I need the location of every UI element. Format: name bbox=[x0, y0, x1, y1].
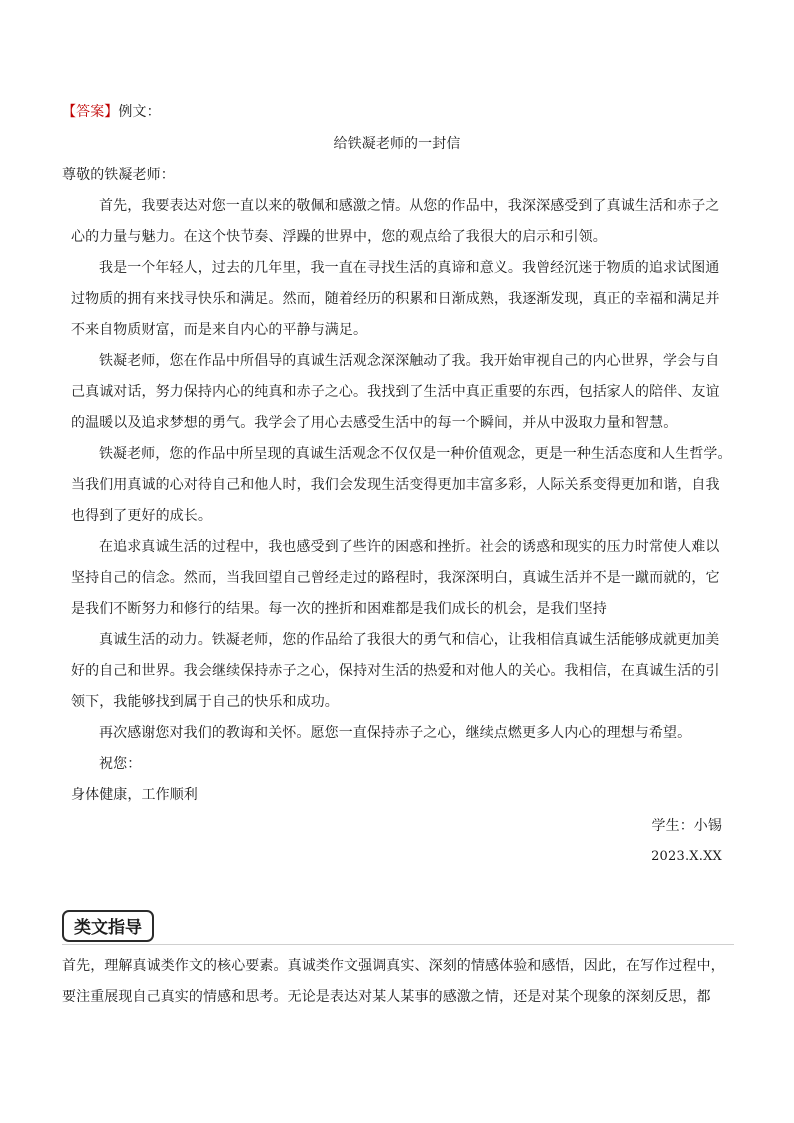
letter-body-line: 好的自己和世界。我会继续保持赤子之心，保持对生活的热爱和对他人的关心。我相信，在真诚生活的引 bbox=[71, 663, 720, 679]
letter-body-line: 也得到了更好的成长。 bbox=[71, 508, 212, 524]
letter-body-line: 再次感谢您对我们的教诲和关怀。愿您一直保持赤子之心，继续点燃更多人内心的理想与希望。 bbox=[99, 725, 692, 741]
letter-body-line: 过物质的拥有来找寻快乐和满足。然而，随着经历的积累和日渐成熟，我逐渐发现，真正的幸福和满足并 bbox=[71, 291, 720, 307]
letter-body-line: 己真诚对话，努力保持内心的纯真和赤子之心。我找到了生活中真正重要的东西，包括家人的陪伴、友谊 bbox=[71, 384, 720, 400]
letter-date: 2023.X.XX bbox=[651, 849, 722, 864]
letter-body-line: 铁凝老师，您的作品中所呈现的真诚生活观念不仅仅是一种价值观念，更是一种生活态度和人生哲学。 bbox=[99, 446, 732, 462]
letter-body-line: 领下，我能够找到属于自己的快乐和成功。 bbox=[71, 694, 339, 710]
letter-body-line: 不来自物质财富，而是来自内心的平静与满足。 bbox=[71, 322, 368, 338]
letter-body-line: 心的力量与魅力。在这个快节奏、浮躁的世界中，您的观点给了我很大的启示和引领。 bbox=[71, 229, 607, 245]
letter-closing-blessing: 身体健康，工作顺利 bbox=[71, 787, 198, 803]
letter-body-line: 我是一个年轻人，过去的几年里，我一直在寻找生活的真谛和意义。我曾经沉迷于物质的追求试图通 bbox=[99, 260, 720, 276]
section-heading: 类文指导 bbox=[74, 918, 142, 938]
letter-body-line: 铁凝老师，您在作品中所倡导的真诚生活观念深深触动了我。我开始审视自己的内心世界，学会与自 bbox=[99, 353, 720, 369]
guide-line: 要注重展现自己真实的情感和思考。无论是表达对某人某事的感激之情，还是对某个现象的深刻反思，都 bbox=[62, 989, 711, 1005]
letter-body-line: 的温暖以及追求梦想的勇气。我学会了用心去感受生活中的每一个瞬间，并从中汲取力量和智慧。 bbox=[71, 415, 678, 431]
letter-body-line: 当我们用真诚的心对待自己和他人时，我们会发现生活变得更加丰富多彩，人际关系变得更加和谐，自我 bbox=[71, 477, 720, 493]
letter-salutation: 尊敬的铁凝老师： bbox=[62, 167, 175, 183]
section-heading-box bbox=[62, 910, 154, 942]
letter-signature: 学生：小锡 bbox=[651, 818, 722, 834]
answer-label-line bbox=[62, 102, 161, 122]
letter-body-line: 在追求真诚生活的过程中，我也感受到了些许的困惑和挫折。社会的诱惑和现实的压力时常使人难以 bbox=[99, 539, 720, 555]
letter-body-line: 坚持自己的信念。然而，当我回望自己曾经走过的路程时，我深深明白，真诚生活并不是一蹴而就的，它 bbox=[71, 570, 720, 586]
section-divider bbox=[62, 944, 734, 945]
answer-tag: 【答案】 bbox=[62, 104, 119, 120]
guide-line: 首先，理解真诚类作文的核心要素。真诚类作文强调真实、深刻的情感体验和感悟，因此，在写作过程中， bbox=[62, 958, 725, 974]
letter-title: 给铁凝老师的一封信 bbox=[333, 136, 461, 152]
letter-body-line: 真诚生活的动力。铁凝老师，您的作品给了我很大的勇气和信心，让我相信真诚生活能够成就更加美 bbox=[99, 632, 720, 648]
letter-closing-wish: 祝您： bbox=[99, 756, 142, 772]
letter-body-line: 是我们不断努力和修行的结果。每一次的挫折和困难都是我们成长的机会，是我们坚持 bbox=[71, 601, 607, 617]
letter-body-line: 首先，我要表达对您一直以来的敬佩和感激之情。从您的作品中，我深深感受到了真诚生活和赤子之 bbox=[99, 198, 720, 214]
example-label: 例文： bbox=[118, 104, 161, 120]
